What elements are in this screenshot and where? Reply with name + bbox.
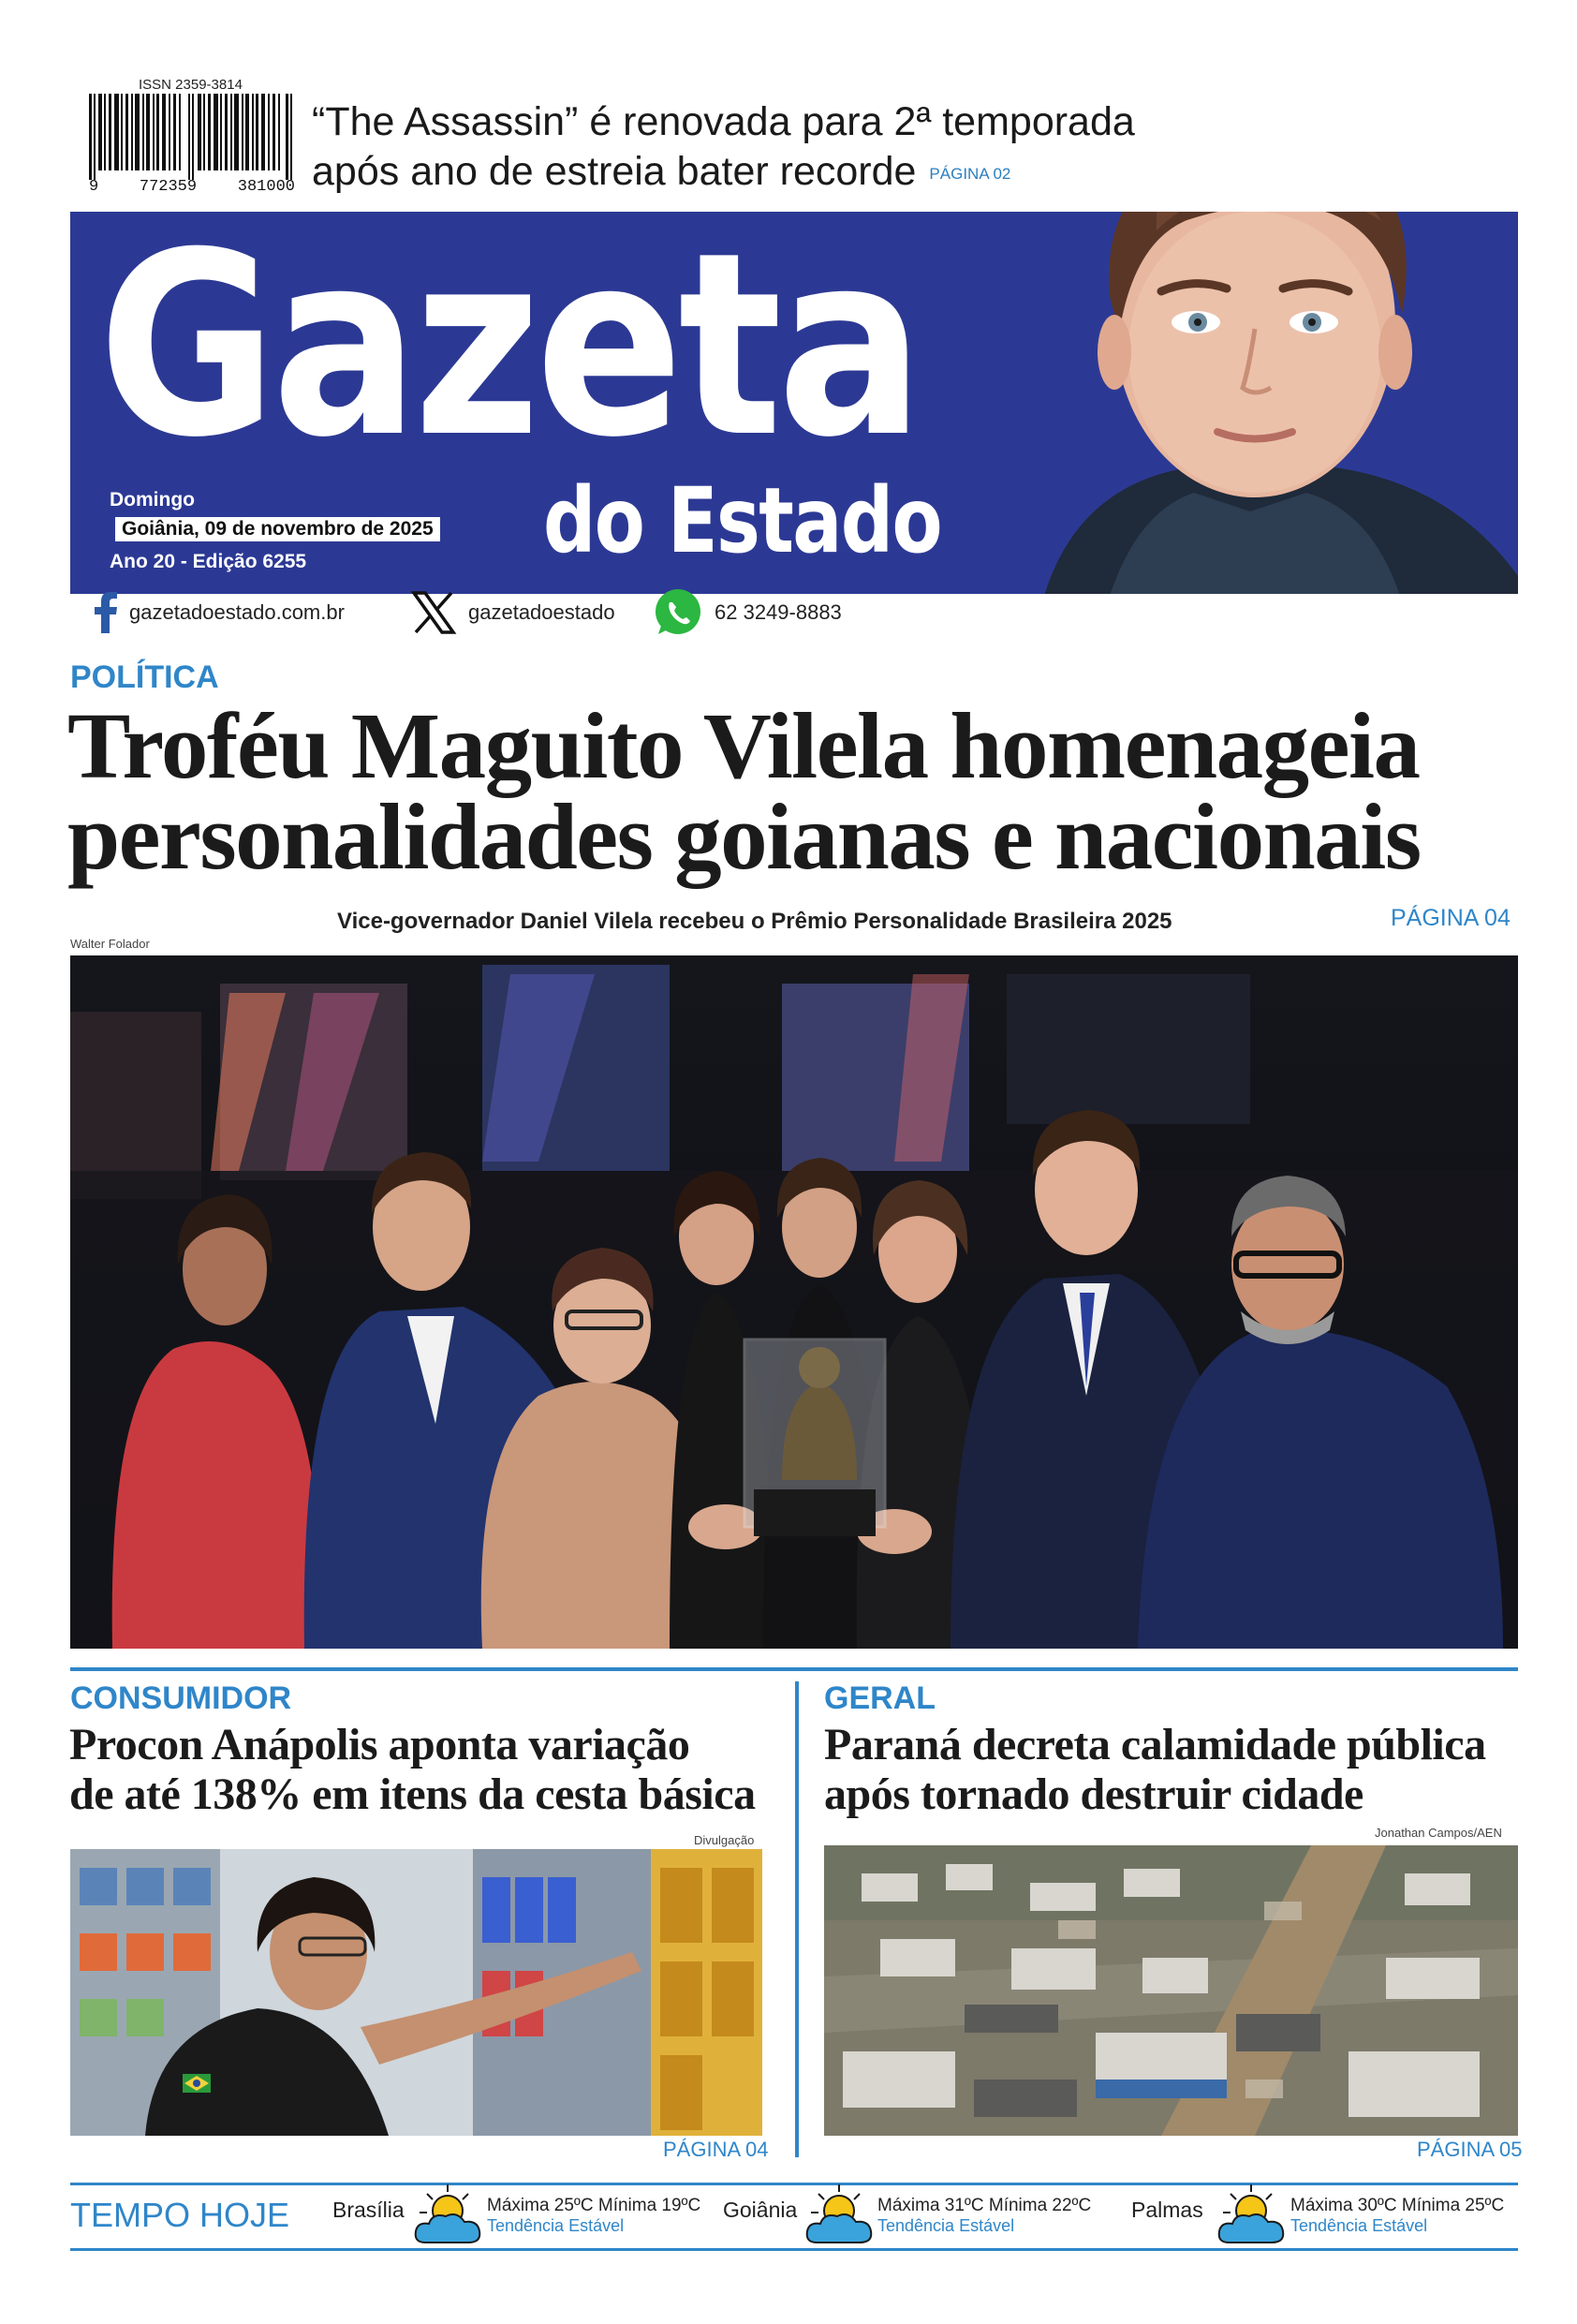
main-page-ref[interactable]: PÁGINA 04 [1391,905,1511,931]
whatsapp-number: 62 3249-8883 [715,600,842,624]
barcode-digit-group: 9 [89,178,99,196]
weather-details [877,2196,1091,2236]
weather-trend: Tendência Estável [1290,2216,1428,2235]
weather-city: Goiânia [723,2198,798,2222]
weather-city: Brasília [332,2198,405,2222]
section-divider [70,1667,1518,1671]
partly-cloudy-icon [412,2183,487,2248]
consumidor-photo[interactable] [70,1849,762,2136]
teaser-line: após ano de estreia bater recorde PÁGINA 02 [312,149,1011,194]
masthead-edition: Ano 20 - Edição 6255 [110,551,307,572]
section-label-geral[interactable]: GERAL [824,1680,936,1716]
weather-divider-bottom [70,2248,1518,2251]
weather-temps: Máxima 25ºC Mínima 19ºC [487,2196,701,2215]
weather-details [487,2196,700,2236]
geral-photo[interactable] [824,1845,1518,2136]
weather-temps: Máxima 30ºC Mínima 25ºC [1290,2196,1505,2215]
portrait-photo[interactable] [969,212,1518,594]
x-handle: gazetadoestado [468,600,615,624]
main-story-photo[interactable] [70,955,1518,1649]
section-label-consumidor[interactable]: CONSUMIDOR [70,1680,292,1716]
main-headline-line: personalidades goianas e nacionais [67,784,1421,889]
barcode-digit-group: 772359 [139,178,198,196]
issn-label: ISSN 2359-3814 [139,77,243,93]
geral-page-ref[interactable]: PÁGINA 05 [1417,2138,1523,2161]
facebook-handle: gazetadoestado.com.br [129,600,345,624]
weather-label: TEMPO HOJE [70,2196,290,2234]
consumidor-page-ref[interactable]: PÁGINA 04 [663,2138,769,2161]
geral-headline-line: após tornado destruir cidade [824,1769,1363,1819]
consumidor-headline-line: Procon Anápolis aponta variação [69,1720,690,1769]
weather-divider-top [70,2183,1518,2185]
geral-photo-credit: Jonathan Campos/AEN [1375,1826,1502,1840]
teaser-headline[interactable] [312,97,1155,199]
main-headline-line: Troféu Maguito Vilela homenageia [67,693,1420,798]
consumidor-headline-line: de até 138% em itens da cesta básica [69,1769,756,1819]
masthead-date: Goiânia, 09 de novembro de 2025 [115,517,440,541]
weather-city: Palmas [1131,2198,1203,2222]
masthead-subtitle: do Estado [543,468,941,573]
main-subheadline: Vice-governador Daniel Vilela recebeu o Prêmio Personalidade Brasileira 2025 [337,909,1172,934]
barcode-digit-group: 381000 [237,178,295,196]
masthead [70,212,1518,594]
barcode-image [89,94,295,180]
main-photo-credit: Walter Folador [70,937,150,951]
teaser-page-ref[interactable]: PÁGINA 02 [929,165,1011,184]
consumidor-photo-credit: Divulgação [694,1833,755,1847]
column-divider [795,1681,799,2157]
teaser-line: “The Assassin” é renovada para 2ª temporada [312,99,1135,144]
section-label-politica[interactable]: POLÍTICA [70,659,219,695]
partly-cloudy-icon [803,2183,878,2248]
social-x[interactable] [410,588,615,637]
geral-headline[interactable] [824,1720,1536,1819]
masthead-title: Gazeta [98,212,920,493]
weather-temps: Máxima 31ºC Mínima 22ºC [877,2196,1092,2215]
geral-headline-line: Paraná decreta calamidade pública [824,1720,1486,1769]
consumidor-headline[interactable] [69,1720,781,1819]
social-facebook[interactable] [94,588,345,637]
main-headline[interactable] [67,693,1528,889]
weather-trend: Tendência Estável [877,2216,1015,2235]
partly-cloudy-icon [1216,2183,1290,2248]
whatsapp-icon [653,587,703,638]
weather-trend: Tendência Estável [487,2216,625,2235]
masthead-day: Domingo [110,489,195,511]
social-whatsapp[interactable] [653,588,842,637]
x-icon [410,589,457,636]
barcode-digits [89,178,295,196]
weather-details [1290,2196,1504,2236]
facebook-icon [94,592,118,633]
